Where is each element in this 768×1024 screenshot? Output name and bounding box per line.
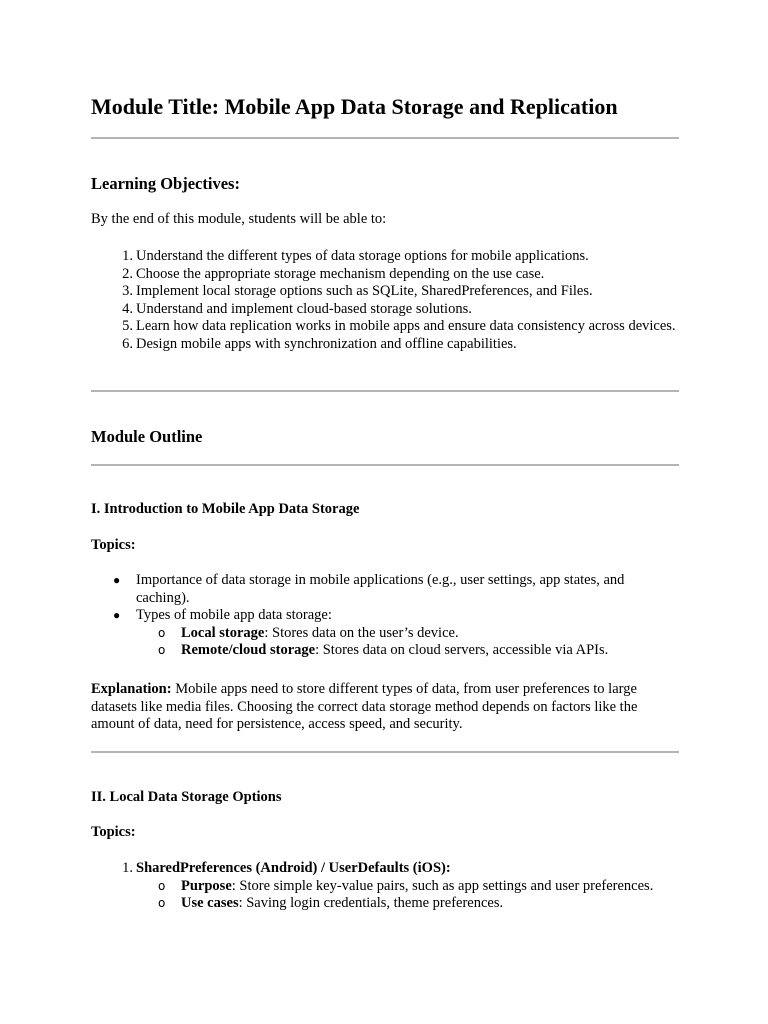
divider [91,390,679,392]
list-item: o Local storage: Stores data on the user’s device. [158,624,459,641]
list-item: o Use cases: Saving login credentials, theme preferences. [158,895,504,912]
objectives-list [91,248,679,354]
term-description: : Saving login credentials, theme preferences. [238,895,504,912]
topic-text: Importance of data storage in mobile applications (e.g., user settings, app states, and caching). [136,572,625,606]
list-item: 2. Choose the appropriate storage mechanism depending on the use case. [122,265,545,282]
list-item: 4. Understand and implement cloud-based storage solutions. [122,300,472,317]
divider [91,464,679,466]
storage-types-sublist [136,625,679,660]
objective-text: Learn how data replication works in mobile apps and ensure data consistency across devices. [136,318,676,335]
list-item: 3. Implement local storage options such as SQLite, SharedPreferences, and Files. [122,283,593,300]
learning-objectives-heading: Learning Objectives: [91,174,240,193]
term-description: : Store simple key-value pairs, such as app settings and user preferences. [231,877,654,894]
list-item: 6. Design mobile apps with synchronization and offline capabilities. [122,335,517,352]
section-1-topics-list [91,572,679,660]
section-1-heading: I. Introduction to Mobile App Data Storage [91,501,360,517]
section-2-list [91,860,679,913]
term: Remote/cloud storage [181,642,316,659]
section-2-heading: II. Local Data Storage Options [91,789,282,805]
objective-text: Design mobile apps with synchronization and offline capabilities. [136,335,517,352]
list-item: ● Types of mobile app data storage: o Local storage: Stores data on the user’s device. o Remote/cloud storage: Stores data on cloud servers, accessible via APIs. [91,607,679,660]
section-2-topics-label: Topics: [91,824,136,840]
term-description: : Stores data on the user’s device. [264,624,459,641]
page-title: Module Title: Mobile App Data Storage and Replication [91,94,618,119]
objectives-intro: By the end of this module, students will be able to: [91,211,387,227]
list-item: 5. Learn how data replication works in mobile apps and ensure data consistency across devices. [122,318,676,335]
list-item: 1. Understand the different types of data storage options for mobile applications. [122,248,589,264]
objective-text: Choose the appropriate storage mechanism depending on the use case. [136,265,545,282]
section-1-topics-label: Topics: [91,537,136,553]
item-sublist [136,878,679,913]
explanation-text: Mobile apps need to store different types of data, from user preferences to large datasets like media files. Choosing the correct data storage method depends on factors like the amount of data, need for persistence, access speed, and security. [91,681,638,733]
section-1-explanation [91,681,679,734]
term: Use cases [181,895,239,912]
term: Purpose [181,877,232,894]
topic-text: Types of mobile app data storage: [136,607,332,624]
list-item: o Remote/cloud storage: Stores data on cloud servers, accessible via APIs. [158,642,609,659]
item-title: SharedPreferences (Android) / UserDefaults (iOS): [136,860,451,876]
objective-text: Implement local storage options such as SQLite, SharedPreferences, and Files. [136,283,593,300]
module-outline-heading: Module Outline [91,427,203,446]
term-description: : Stores data on cloud servers, accessible via APIs. [315,642,609,659]
objective-text: Understand the different types of data storage options for mobile applications. [136,248,589,264]
divider [91,137,679,139]
divider [91,751,679,753]
term: Local storage [181,624,265,641]
list-item: o Purpose: Store simple key-value pairs, such as app settings and user preferences. [158,877,654,894]
objective-text: Understand and implement cloud-based storage solutions. [136,300,472,317]
list-item: 1. SharedPreferences (Android) / UserDefaults (iOS): o Purpose: Store simple key-value pairs, such as app settings and user preferences. o Use cases: Saving login credentials, theme preferences. [91,860,679,913]
explanation-label: Explanation: [91,681,172,697]
list-item: ● Importance of data storage in mobile applications (e.g., user settings, app states, and caching). [113,572,625,606]
